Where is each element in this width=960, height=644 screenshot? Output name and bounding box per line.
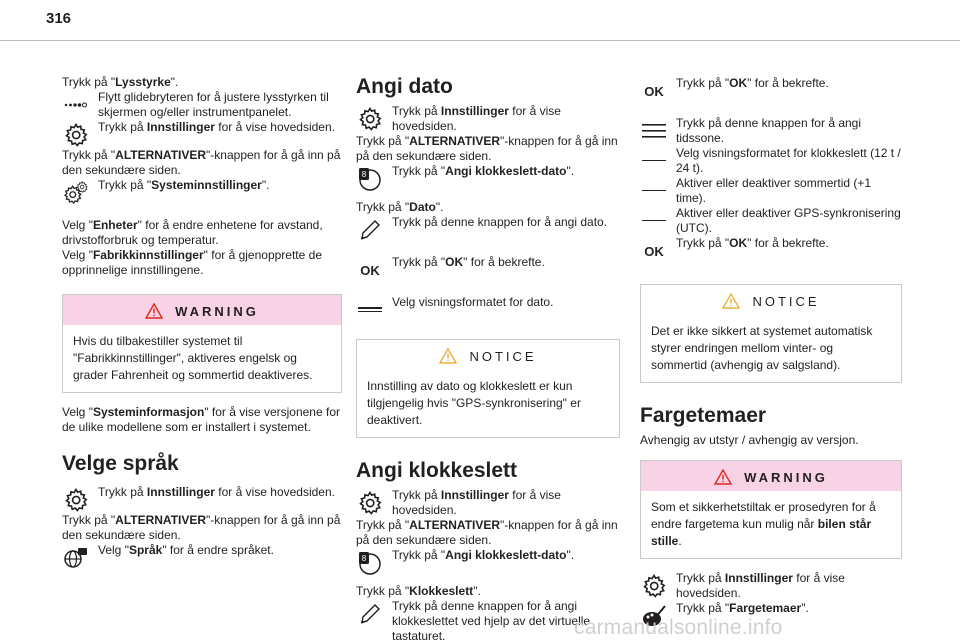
timezone-step: Trykk på denne knappen for å angi tidssone. [640,116,904,146]
system-settings-step: Trykk på "Systeminnstillinger". [62,178,346,206]
instruction-system-info: Velg "Systeminformasjon" for å vise versjonene for de ulike modellene som er installert i systemet. [62,405,340,434]
gps-sync-step: Aktiver eller deaktiver GPS-synkronisering (UTC). [640,206,904,236]
toggle-line-icon [640,208,668,234]
svg-text:8: 8 [361,554,367,563]
time-ok-step: OK Trykk på "OK" for å bekrefte. [640,76,904,104]
settings-gear-icon [640,573,668,599]
watermark: carmanualsonline.info [574,616,783,639]
color-themes-availability: Avhengig av utstyr / avhengig av versjon. [640,433,859,447]
instruction-units: Velg "Enheter" for å endre enhetene for avstand, drivstofforbruk og temperatur. [62,218,323,247]
ok-button-icon: OK [360,262,380,278]
timezone-list-icon [640,118,668,144]
notice-triangle-icon [439,348,457,364]
warning-text: Som et sikkerhetstiltak er prosedyren for å endre fargetema kun mulig når bilen står stille. [651,500,876,548]
column-1 [62,75,346,571]
column-2 [356,74,622,644]
warning-triangle-icon [714,469,732,485]
calendar-clock-icon [356,550,384,576]
heading-set-time: Angi klokkeslett [356,459,518,482]
colors-settings-step: Trykk på Innstillinger for å vise hovedsiden. [640,571,904,601]
warning-triangle-icon [145,303,163,319]
warning-text: Hvis du tilbakestiller systemet til "Fabrikkinnstillinger", aktiveres engelsk og grader Fahrenheit og sommertid deaktiveres. [73,334,313,382]
brightness-step: Flytt glidebryteren for å justere lysstyrken til skjermen og/eller instrumentpanelet. [62,90,346,120]
calendar-clock-icon [356,166,384,192]
instruction-options-time: Trykk på "ALTERNATIVER"-knappen for å gå inn på den sekundære siden. [356,518,618,547]
language-globe-icon [62,545,90,571]
page-header [0,0,960,40]
instruction-options-2: Trykk på "ALTERNATIVER"-knappen for å gå inn på den sekundære siden. [62,513,341,542]
language-settings-step: Trykk på Innstillinger for å vise hovedsiden. [62,485,346,513]
notice-triangle-icon [722,293,740,309]
language-select-step: Velg "Språk" for å endre språket. [62,543,346,571]
notice-box-date [356,339,620,438]
notice-text: Innstilling av dato og klokkeslett er kun tilgjengelig hvis "GPS-synkronisering" er deaktivert. [367,379,581,427]
settings-gear-icon [62,122,90,148]
settings-gear-icon [356,106,384,132]
notice-box-time [640,284,902,383]
instruction-time: Trykk på "Klokkeslett". [356,584,481,598]
warning-title: WARNING [744,469,828,485]
time-clock-step: 8 Trykk på "Angi klokkeslett-dato". [356,548,622,576]
column-3 [640,76,904,629]
heading-set-date: Angi dato [356,75,453,98]
date-ok-step: OK Trykk på "OK" for å bekrefte. [356,255,622,283]
settings-gear-icon [356,490,384,516]
instruction-date: Trykk på "Dato". [356,200,444,214]
date-settings-step: Trykk på Innstillinger for å vise hovedsiden. [356,104,622,134]
time-format-step: Velg visningsformatet for klokkeslett (12 t / 24 t). [640,146,904,176]
time-settings-step: Trykk på Innstillinger for å vise hovedsiden. [356,488,622,518]
pencil-icon [356,217,384,243]
date-clock-step: 8 Trykk på "Angi klokkeslett-dato". [356,164,622,192]
notice-text: Det er ikke sikkert at systemet automatisk styrer endringen mellom vinter- og sommertid (avhengig av salgsland). [651,324,873,372]
notice-title: NOTICE [752,293,820,309]
instruction-brightness: Trykk på "Lysstyrke". [62,75,179,89]
settings-step: Trykk på Innstillinger for å vise hovedsiden. [62,120,346,148]
warning-box-colors [640,460,902,559]
instruction-factory-settings: Velg "Fabrikkinnstillinger" for å gjenopprette de opprinnelige innstillingene. [62,248,322,277]
heading-color-themes: Fargetemaer [640,404,767,427]
confirm-ok-step: OK Trykk på "OK" for å bekrefte. [640,236,904,264]
time-edit-step: Trykk på denne knappen for å angi klokkeslettet ved hjelp av det virtuelle tastaturet. [356,599,622,644]
brightness-slider-icon [62,92,90,118]
date-edit-step: Trykk på denne knappen for å angi dato. [356,215,622,243]
warning-box-factory [62,294,342,393]
ok-button-icon: OK [644,83,664,99]
date-format-step: Velg visningsformatet for dato. [356,295,622,323]
system-settings-gears-icon [62,180,90,206]
page-number: 316 [46,10,72,27]
instruction-options: Trykk på "ALTERNATIVER"-knappen for å gå inn på den sekundære siden. [62,148,341,177]
color-themes-step: Trykk på "Fargetemaer". [640,601,904,629]
heading-choose-language: Velge språk [62,452,179,475]
header-divider [0,40,960,41]
svg-text:8: 8 [361,170,367,179]
warning-title: WARNING [175,303,259,319]
format-toggle-icon [356,297,384,323]
notice-title: NOTICE [469,348,537,364]
toggle-line-icon [640,178,668,204]
daylight-saving-step: Aktiver eller deaktiver sommertid (+1 time). [640,176,904,206]
settings-gear-icon [62,487,90,513]
ok-button-icon: OK [644,243,664,259]
instruction-options-date: Trykk på "ALTERNATIVER"-knappen for å gå inn på den sekundære siden. [356,134,618,163]
toggle-line-icon [640,148,668,174]
pencil-icon [356,601,384,627]
